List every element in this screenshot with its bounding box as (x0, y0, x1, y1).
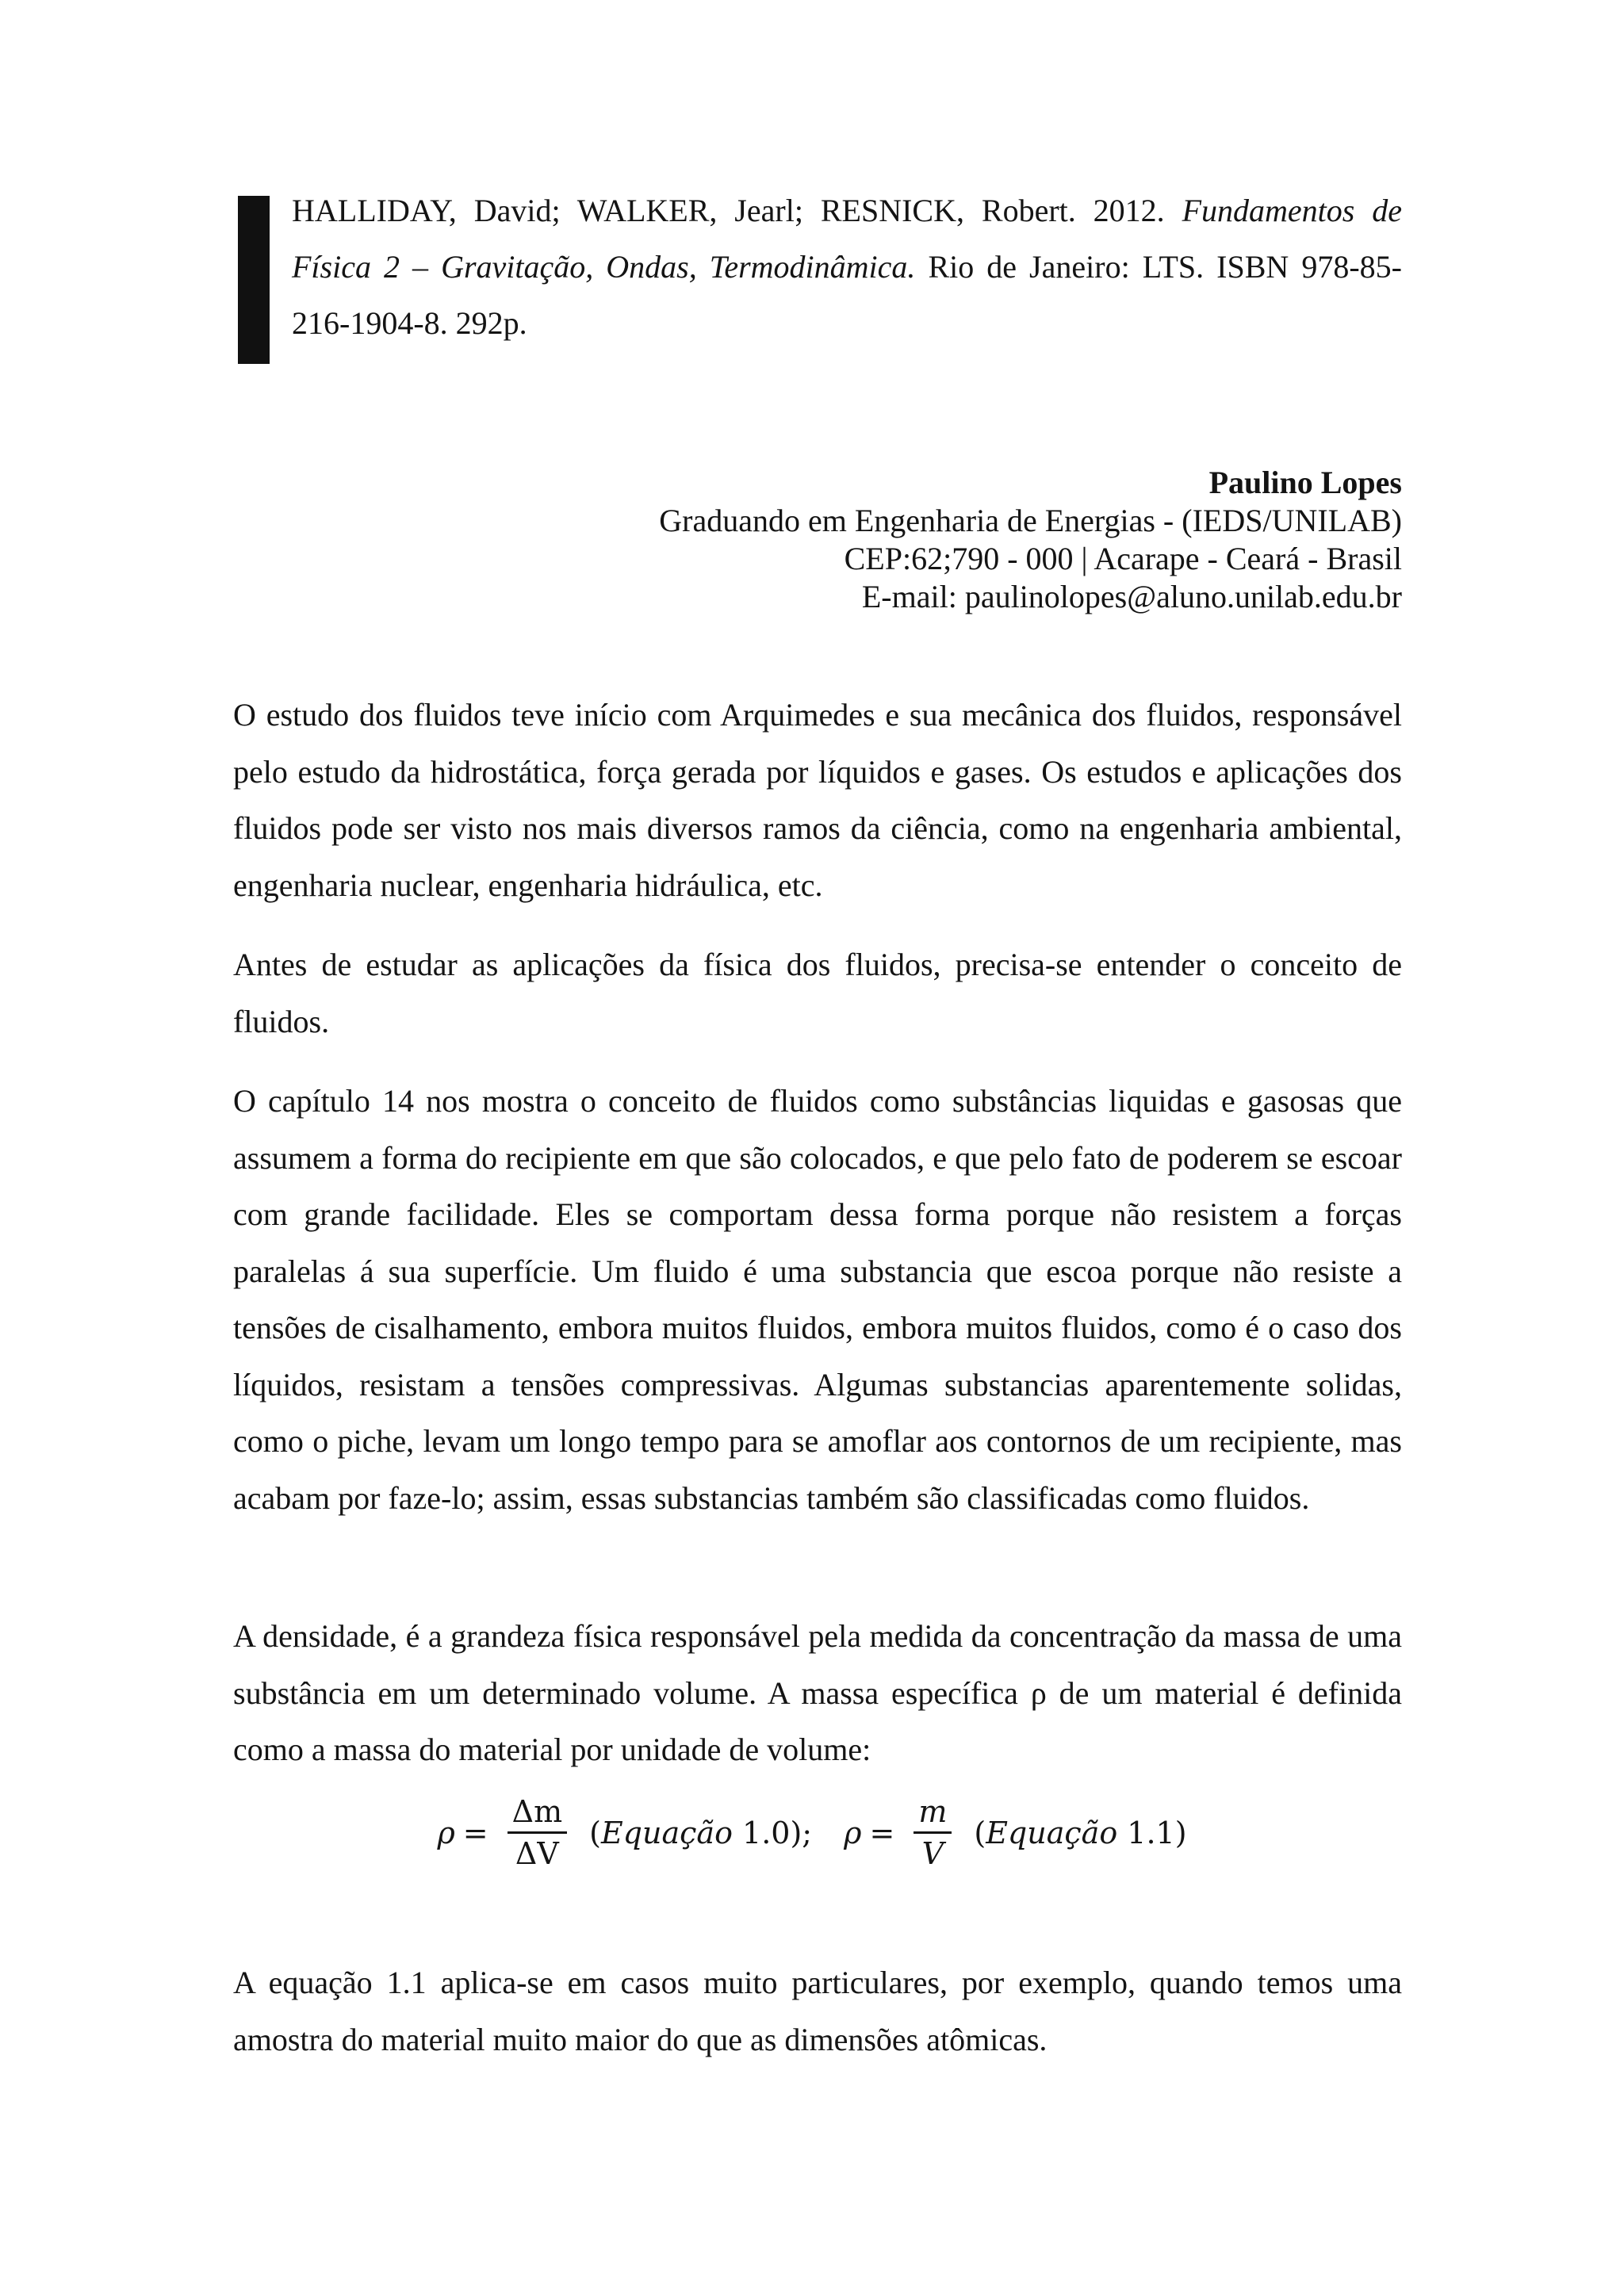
author-name: Paulino Lopes (1208, 465, 1402, 500)
fraction-denominator: V (921, 1836, 944, 1871)
equation-lhs: ρ (437, 1815, 455, 1850)
reference-marker-bar (238, 196, 270, 364)
fraction-delta (508, 1792, 567, 1873)
fraction-numerator: Δm (508, 1792, 567, 1834)
author-block (371, 464, 1402, 616)
paragraph-equation-note: A equação 1.1 aplica-se em casos muito particulares, por exemplo, quando temos uma amostra do material muito maior do que as dimensões atômicas. (233, 1965, 1402, 2057)
paragraph-density: A densidade, é a grandeza física responsável pela medida da concentração da massa de uma substância em um determinado volume. A massa específica ρ de um material é definida como a massa do material por unidade de volume: (233, 1618, 1402, 1767)
author-email: E-mail: paulinolopes@aluno.unilab.edu.br (861, 579, 1402, 614)
equals-sign: = (462, 1815, 488, 1850)
reference-title: Fundamentos de Física 2 – Gravitação, Ondas, Termodinâmica. (292, 193, 1403, 285)
equals-sign: = (869, 1815, 895, 1850)
fraction-simple (914, 1792, 952, 1873)
bibliographic-reference (292, 182, 1402, 351)
author-affiliation: Graduando em Engenharia de Energias - (IEDS/UNILAB) (659, 503, 1402, 538)
paragraph-concept: Antes de estudar as aplicações da física dos fluidos, precisa-se entender o conceito de fluidos. (233, 947, 1402, 1039)
reference-authors: HALLIDAY, David; WALKER, Jearl; RESNICK, Robert. 2012. (292, 193, 1165, 228)
author-address: CEP:62;790 - 000 | Acarape - Ceará - Brasil (844, 541, 1402, 576)
equation-label: (Equação 1.0); (589, 1815, 813, 1850)
reference-publisher: Rio de Janeiro: LTS. ISBN 978-85-216-1904-8. 292p. (292, 249, 1402, 341)
fraction-numerator: m (914, 1792, 952, 1834)
equation-label: (Equação 1.1) (974, 1815, 1187, 1850)
equation-lhs: ρ (844, 1815, 862, 1850)
paragraph-chapter-14: O capítulo 14 nos mostra o conceito de fluidos como substâncias liquidas e gasosas que assumem a forma do recipiente em que são colocados, e que pelo fato de poderem se escoar com grande facilidade. Eles se comportam dessa forma porque não resistem a forças paralelas á sua superfície. Um fluido é uma substancia que escoa porque não resiste a tensões de cisalhamento, embora muitos fluidos, embora muitos fluidos, como é o caso dos líquidos, resistam a tensões compressivas. Algumas substancias aparentemente solidas, como o piche, levam um longo tempo para se amoflar aos contornos de um recipiente, mas acabam por faze-lo; assim, essas substancias também são classificadas como fluidos. (233, 1083, 1402, 1516)
equation-1-0 (437, 1792, 812, 1873)
density-equations (0, 1792, 1624, 1873)
equation-1-1 (844, 1792, 1186, 1873)
fraction-denominator: ΔV (515, 1836, 559, 1871)
paragraph-intro: O estudo dos fluidos teve início com Arquimedes e sua mecânica dos fluidos, responsável pelo estudo da hidrostática, força gerada por líquidos e gases. Os estudos e aplicações dos fluidos pode ser visto nos mais diversos ramos da ciência, como na engenharia ambiental, engenharia nuclear, engenharia hidráulica, etc. (233, 697, 1402, 903)
